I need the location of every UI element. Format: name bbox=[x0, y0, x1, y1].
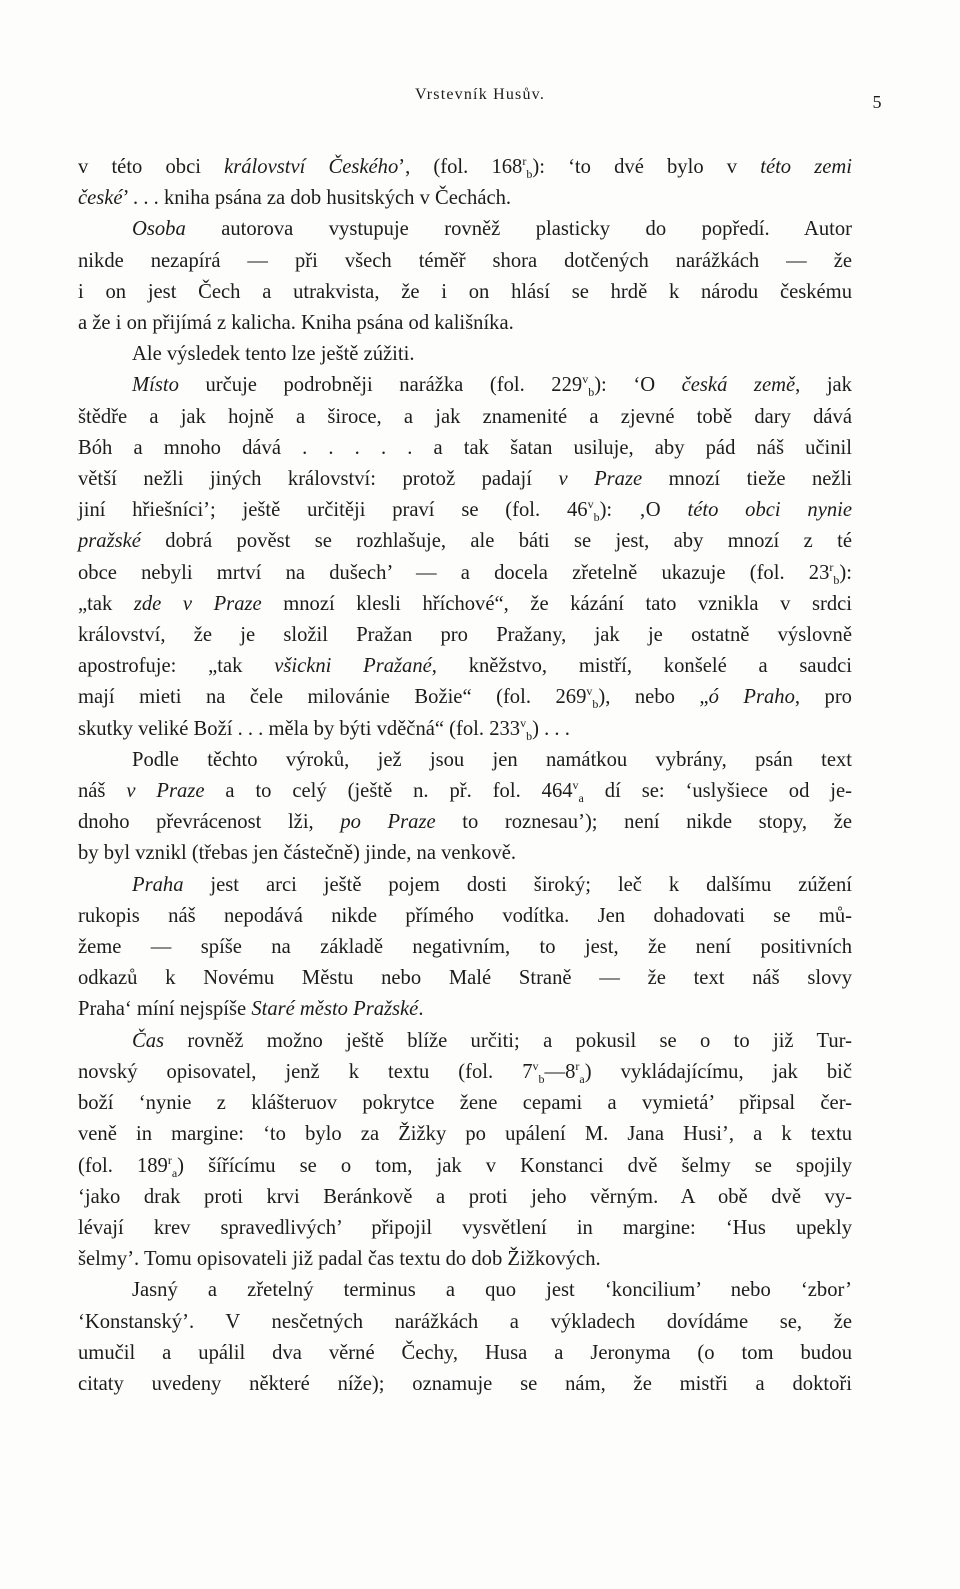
text-line bbox=[78, 183, 852, 214]
text-run: štědře a jak hojně a široce, a jak znamenité a zjevné tobě dary dává bbox=[78, 405, 852, 428]
italic-text: po Praze bbox=[340, 811, 436, 834]
text-line bbox=[78, 745, 852, 776]
text-line bbox=[78, 308, 852, 339]
text-run: království, že je složil Pražan pro Pražany, jak je ostatně výslovně bbox=[78, 624, 852, 647]
text-line bbox=[78, 402, 852, 433]
text-run: ): ‚O bbox=[599, 499, 688, 522]
text-run: dí se: ‘uslyšiece od je- bbox=[583, 780, 853, 803]
text-run: žeme — spíše na základě negativním, to jest, že není positivních bbox=[78, 936, 852, 959]
text-line bbox=[78, 1338, 852, 1369]
text-run: , jak bbox=[795, 374, 852, 397]
text-line bbox=[78, 651, 852, 682]
text-run: . bbox=[418, 998, 424, 1021]
text-line bbox=[78, 870, 852, 901]
italic-text: této obci nynie bbox=[687, 499, 853, 522]
text-line bbox=[78, 433, 852, 464]
text-run: náš bbox=[78, 780, 127, 803]
folio-marker: v bbox=[520, 715, 527, 730]
text-run: ) . . . bbox=[532, 717, 570, 740]
italic-text: pražské bbox=[78, 530, 141, 553]
italic-text: ó Praho bbox=[708, 686, 795, 709]
text-line bbox=[78, 1244, 852, 1275]
folio-marker: r bbox=[829, 559, 834, 574]
folio-marker: v bbox=[587, 497, 594, 512]
text-line bbox=[78, 1182, 852, 1213]
text-run: autorova vystupuje rovněž plasticky do popředí. Autor bbox=[185, 218, 852, 241]
text-line bbox=[78, 1213, 852, 1244]
text-run: ) vykládajícímu, jak bič bbox=[584, 1060, 852, 1083]
body-text bbox=[78, 152, 852, 1400]
folio-marker: b bbox=[526, 728, 533, 743]
folio-marker: r bbox=[575, 1059, 580, 1074]
folio-marker: a bbox=[578, 791, 584, 806]
text-run: lévají krev spravedlivých’ připojil vysvětlení in margine: ‘Hus upekly bbox=[78, 1216, 852, 1239]
text-run: i on jest Čech a utrakvista, že i on hlásí se hrdě k národu českému bbox=[78, 280, 852, 303]
folio-marker: b bbox=[538, 1072, 545, 1086]
text-run: obce nebyli mrtví na dušech’ — a docela zřetelně ukazuje (fol. 23 bbox=[78, 561, 830, 584]
text-run: boží ‘nynie z klášteruov pokrytce žene cepami a vymietá’ připsal čer- bbox=[78, 1092, 852, 1115]
italic-text: všickni Pražané bbox=[274, 655, 432, 678]
text-run: mnozí tieže nežli bbox=[642, 468, 853, 491]
text-line bbox=[78, 776, 852, 807]
text-line bbox=[78, 464, 852, 495]
text-run: rovněž možno ještě blíže určiti; a pokusil se o to již Tur- bbox=[164, 1029, 852, 1052]
italic-text: Čas bbox=[132, 1029, 165, 1052]
text-run: , pro bbox=[794, 686, 852, 709]
italic-text: Osoba bbox=[132, 218, 186, 241]
text-run: (fol. 189 bbox=[78, 1154, 168, 1177]
text-run: určuje podrobněji narážka (fol. 229 bbox=[178, 374, 583, 397]
text-line bbox=[78, 1307, 852, 1338]
text-line bbox=[78, 932, 852, 963]
text-line bbox=[78, 370, 852, 401]
text-run: ’ . . . kniha psána za dob husitských v Čechách. bbox=[122, 187, 512, 210]
text-line bbox=[78, 1057, 852, 1088]
text-run: ’, (fol. 168 bbox=[398, 156, 523, 178]
folio-marker: a bbox=[171, 1165, 178, 1180]
text-run: novský opisovatel, jenž k textu (fol. 7 bbox=[78, 1060, 533, 1083]
italic-text: české bbox=[78, 187, 123, 210]
text-run: ‘jako drak proti krvi Beránkově a proti jeho věrným. A obě dvě vy- bbox=[78, 1185, 852, 1208]
folio-marker: v bbox=[586, 684, 593, 699]
folio-marker: v bbox=[532, 1059, 539, 1074]
text-line bbox=[78, 901, 852, 932]
text-line bbox=[78, 1369, 852, 1400]
text-run: umučil a upálil dva věrné Čechy, Husa a Jeronyma (o tom budou bbox=[78, 1341, 852, 1364]
italic-text: česká země bbox=[681, 374, 796, 397]
italic-text: v Praze bbox=[558, 468, 643, 491]
running-header bbox=[78, 86, 882, 110]
folio-marker: r bbox=[167, 1152, 172, 1167]
text-run: Bóh a mnoho dává . . . . . a tak šatan usiluje, aby pád náš učinil bbox=[78, 436, 852, 459]
text-run: to roznesau’); není nikde stopy, že bbox=[435, 811, 852, 834]
folio-marker: b bbox=[588, 385, 595, 400]
text-run: ): ‘to dvé bylo v bbox=[532, 156, 761, 178]
italic-text: zde v Praze bbox=[133, 592, 262, 615]
text-run: větší nežli jiných království: protož padají bbox=[78, 468, 559, 491]
text-run: veně in margine: ‘to bylo za Žižky po upálení M. Jana Husi’, a k textu bbox=[78, 1123, 852, 1146]
text-run: mnozí klesli hříchové“, že kázání tato vznikla v srdci bbox=[261, 592, 853, 615]
text-run: ‘Konstanský’. V nesčetných narážkách a výkladech dovídáme se, že bbox=[78, 1310, 852, 1333]
text-line bbox=[78, 682, 852, 713]
text-run: Podle těchto výroků, jež jsou jen namátkou vybrány, psán text bbox=[132, 748, 852, 771]
text-line bbox=[78, 1088, 852, 1119]
text-line bbox=[78, 1119, 852, 1150]
italic-text: Staré město Pražské bbox=[251, 998, 419, 1021]
folio-marker: b bbox=[833, 572, 840, 587]
italic-text: Místo bbox=[132, 374, 179, 397]
text-line bbox=[78, 214, 852, 245]
text-run: apostrofuje: „tak bbox=[78, 655, 275, 678]
text-run: dnoho převrácenost lži, bbox=[78, 811, 341, 834]
text-run: šelmy’. Tomu opisovateli již padal čas textu do dob Žižkových. bbox=[78, 1248, 601, 1271]
page-number: 5 bbox=[872, 92, 882, 112]
text-run: citaty uvedeny některé níže); oznamuje se nám, že mistři a doktoři bbox=[78, 1372, 852, 1395]
text-line bbox=[78, 838, 852, 869]
text-line bbox=[78, 558, 852, 589]
folio-marker: b bbox=[593, 510, 600, 525]
text-run: dobrá pověst se rozhlašuje, ale báti se jest, aby mnozí z té bbox=[140, 530, 852, 553]
text-run: ): ‘O bbox=[594, 374, 682, 397]
text-run: jiní hřiešníci’; ještě určitěji praví se (fol. 46 bbox=[78, 499, 588, 522]
text-line bbox=[78, 495, 852, 526]
text-run: „tak bbox=[78, 592, 134, 615]
text-line bbox=[78, 1026, 852, 1057]
text-line bbox=[78, 714, 852, 745]
text-line bbox=[78, 339, 852, 370]
text-run: by byl vznikl (třebas jen částečně) jinde, na venkově. bbox=[78, 842, 517, 865]
text-line bbox=[78, 1275, 852, 1306]
text-run: a že i on přijímá z kalicha. Kniha psána od kališníka. bbox=[78, 312, 514, 335]
text-run: ), nebo „ bbox=[598, 686, 709, 709]
text-run: rukopis náš nepodává nikde přímého vodítka. Jen dohadovati se mů- bbox=[78, 904, 852, 927]
text-line bbox=[78, 277, 852, 308]
text-run: odkazů k Novému Městu nebo Malé Straně — že text náš slovy bbox=[78, 967, 852, 990]
text-run: Praha‘ míní nejspíše bbox=[78, 998, 252, 1021]
text-run: v této obci bbox=[78, 156, 225, 178]
text-run: nikde nezapírá — při všech téměř shora dotčených narážkách — že bbox=[78, 249, 852, 272]
folio-marker: b bbox=[592, 697, 599, 712]
text-line bbox=[78, 620, 852, 651]
text-line bbox=[78, 526, 852, 557]
text-run: —8 bbox=[544, 1060, 576, 1083]
text-run: , kněžstvo, mistří, konšelé a saudci bbox=[431, 655, 852, 678]
folio-marker: v bbox=[582, 372, 589, 387]
text-run: ) šířícímu se o tom, jak v Konstanci dvě šelmy se spojily bbox=[177, 1154, 852, 1177]
text-line bbox=[78, 963, 852, 994]
text-run: a to celý (ještě n. př. fol. 464 bbox=[204, 780, 573, 803]
text-line bbox=[78, 152, 852, 183]
text-line bbox=[78, 1151, 852, 1182]
running-title: Vrstevník Husův. bbox=[414, 86, 546, 103]
italic-text: této zemi bbox=[760, 156, 853, 178]
text-line bbox=[78, 994, 852, 1025]
text-run: Jasný a zřetelný terminus a quo jest ‘koncilium’ nebo ‘zbor’ bbox=[132, 1279, 852, 1302]
text-run: mají mieti na čele milovánie Božie“ (fol. 269 bbox=[78, 686, 587, 709]
text-run: skutky veliké Boží . . . měla by býti vděčná“ (fol. 233 bbox=[78, 717, 521, 740]
folio-marker: b bbox=[526, 167, 533, 182]
text-line bbox=[78, 807, 852, 838]
text-run: ): bbox=[839, 561, 852, 584]
italic-text: Praha bbox=[132, 873, 184, 896]
text-run: Ale výsledek tento lze ještě zúžiti. bbox=[132, 343, 415, 366]
italic-text: království Českého bbox=[224, 156, 399, 178]
italic-text: v Praze bbox=[126, 780, 205, 803]
text-line bbox=[78, 589, 852, 620]
text-run: jest arci ještě pojem dosti široký; leč k dalšímu zúžení bbox=[183, 873, 852, 896]
text-line bbox=[78, 246, 852, 277]
folio-marker: a bbox=[579, 1072, 585, 1086]
folio-marker: r bbox=[522, 154, 527, 169]
folio-marker: v bbox=[572, 778, 579, 793]
